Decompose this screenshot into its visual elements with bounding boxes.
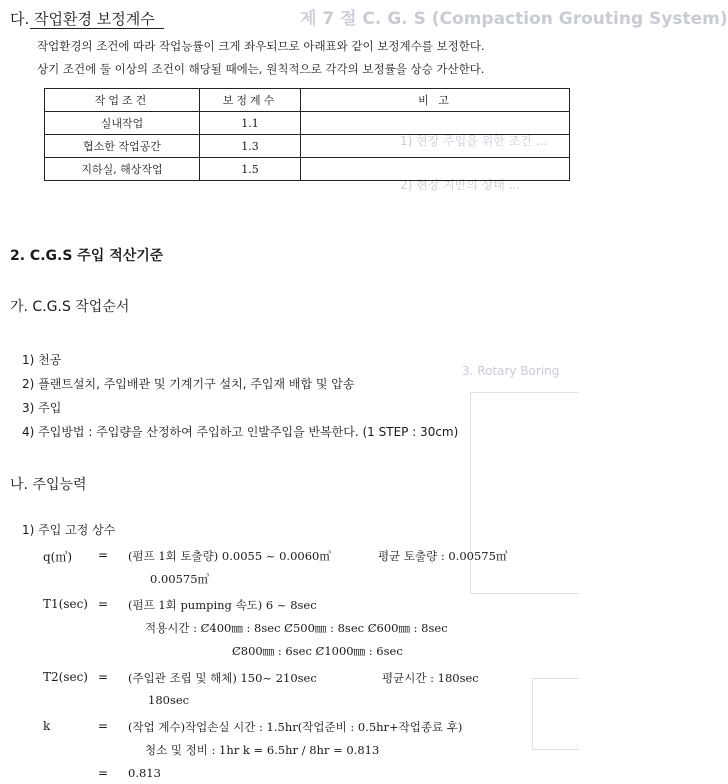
table-cell: 지하실, 해상작업 bbox=[45, 158, 200, 181]
formula-result: 0.813 bbox=[128, 766, 161, 780]
formula-text: 적용시간 : Ȼ400㎜ : 8sec Ȼ500㎜ : 8sec Ȼ600㎜ : 8sec bbox=[145, 621, 448, 635]
formula-text: (펌프 1회 토출량) 0.0055 ~ 0.0060㎥ bbox=[128, 549, 331, 563]
list-item: 2) 플랜트설치, 주입배관 및 기계기구 설치, 주입재 배합 및 압송 bbox=[22, 377, 355, 391]
paragraph-line: 상기 조건에 둘 이상의 조건이 해당될 때에는, 원칙적으로 각각의 보정률을 상승 가산한다. bbox=[37, 62, 485, 76]
section-heading-correction: 다. 작업환경 보정계수 bbox=[10, 10, 155, 28]
table-header: 비 고 bbox=[301, 89, 570, 112]
subsection-heading: 1) 주입 고정 상수 bbox=[22, 523, 116, 537]
list-item: 1) 천공 bbox=[22, 353, 62, 367]
table-row bbox=[45, 158, 570, 181]
formula-label: T2(sec) bbox=[43, 670, 88, 684]
formula-eq: = bbox=[98, 766, 109, 780]
formula-value: 0.00575㎥ bbox=[150, 572, 210, 586]
formula-value: 180sec bbox=[148, 693, 190, 707]
table-header: 작업조건 bbox=[45, 89, 200, 112]
table-cell bbox=[301, 135, 570, 158]
table-cell bbox=[301, 112, 570, 135]
formula-label: k bbox=[43, 719, 51, 733]
table-cell: 1.3 bbox=[200, 135, 301, 158]
section-heading-order: 가. C.G.S 작업순서 bbox=[10, 299, 130, 315]
table-header-row bbox=[45, 89, 570, 112]
list-item: 4) 주입방법 : 주입량을 산정하여 주입하고 인발주입을 반복한다. (1 STEP : 30cm) bbox=[22, 425, 459, 439]
formula-text: (작업 계수)작업손실 시간 : 1.5hr(작업준비 : 0.5hr+작업종료 후) bbox=[128, 720, 463, 734]
heading-underline bbox=[30, 28, 164, 29]
table-cell bbox=[301, 158, 570, 181]
section-heading-capacity: 나. 주입능력 bbox=[10, 477, 87, 493]
bleed-through-box bbox=[532, 678, 579, 750]
bleed-through-line: 2) 현장 지반의 상태 ... bbox=[400, 178, 521, 192]
formula-eq: = bbox=[98, 719, 109, 733]
section-heading-cgs: 2. C.G.S 주입 적산기준 bbox=[10, 248, 164, 264]
table-cell: 1.1 bbox=[200, 112, 301, 135]
table-header: 보정계수 bbox=[200, 89, 301, 112]
table-row bbox=[45, 135, 570, 158]
bleed-through-title: 제 7 절 C. G. S (Compaction Grouting System) bbox=[300, 9, 728, 29]
list-item: 3) 주입 bbox=[22, 401, 62, 415]
formula-eq: = bbox=[98, 548, 109, 562]
correction-table bbox=[44, 88, 570, 181]
table-row bbox=[45, 112, 570, 135]
formula-eq: = bbox=[98, 597, 109, 611]
formula-text: Ȼ800㎜ : 6sec Ȼ1000㎜ : 6sec bbox=[232, 644, 403, 658]
formula-text: 청소 및 정비 : 1hr k = 6.5hr / 8hr = 0.813 bbox=[145, 743, 380, 757]
formula-average: 평균 토출량 : 0.00575㎥ bbox=[378, 549, 508, 563]
table-cell: 실내작업 bbox=[45, 112, 200, 135]
formula-label: T1(sec) bbox=[43, 597, 88, 611]
formula-text: (주입관 조립 및 해체) 150~ 210sec bbox=[128, 671, 317, 685]
table-cell: 협소한 작업공간 bbox=[45, 135, 200, 158]
formula-text: (펌프 1회 pumping 속도) 6 ~ 8sec bbox=[128, 598, 317, 612]
formula-average: 평균시간 : 180sec bbox=[382, 671, 479, 685]
paragraph-line: 작업환경의 조건에 따라 작업능률이 크게 좌우되므로 아래표와 같이 보정계수를 보정한다. bbox=[37, 39, 485, 53]
bleed-through-line: 1) 현장 주입을 위한 조건 ... bbox=[400, 134, 548, 148]
table-cell: 1.5 bbox=[200, 158, 301, 181]
formula-label: q(㎥) bbox=[43, 550, 73, 564]
formula-eq: = bbox=[98, 670, 109, 684]
bleed-through-line: 3. Rotary Boring bbox=[462, 364, 560, 378]
